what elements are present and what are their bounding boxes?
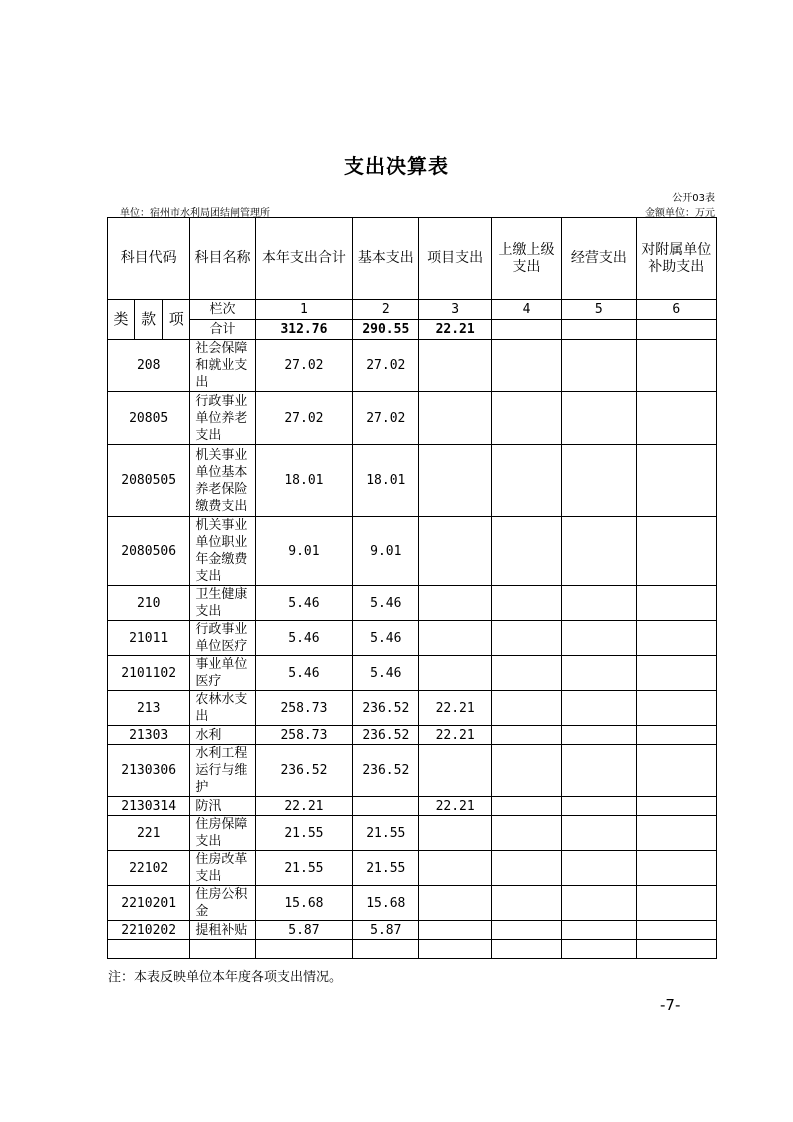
empty-cell <box>636 940 716 959</box>
row-business <box>562 656 636 691</box>
row-name: 机关事业单位基本养老保险缴费支出 <box>190 445 255 517</box>
table-row <box>108 340 717 392</box>
row-code: 2130314 <box>108 797 190 816</box>
table-row <box>108 656 717 691</box>
table-row <box>108 445 717 517</box>
row-project <box>419 886 491 921</box>
row-subsidy <box>636 691 716 726</box>
header-code: 科目代码 <box>108 218 190 300</box>
row-subsidy <box>636 340 716 392</box>
table-row <box>108 797 717 816</box>
row-project: 22.21 <box>419 797 491 816</box>
row-total: 5.87 <box>255 921 352 940</box>
expenditure-table <box>107 217 717 959</box>
table-row <box>108 816 717 851</box>
row-project <box>419 340 491 392</box>
row-total: 258.73 <box>255 726 352 745</box>
col-index-4: 4 <box>491 300 561 320</box>
row-upper <box>491 621 561 656</box>
form-number: 公开03表 <box>672 193 715 204</box>
row-subsidy <box>636 586 716 621</box>
row-upper <box>491 886 561 921</box>
header-basic: 基本支出 <box>353 218 419 300</box>
sum-subsidy <box>636 320 716 340</box>
row-business <box>562 517 636 586</box>
empty-cell <box>108 940 190 959</box>
row-total: 5.46 <box>255 656 352 691</box>
row-subsidy <box>636 921 716 940</box>
row-total: 15.68 <box>255 886 352 921</box>
row-code: 2130306 <box>108 745 190 797</box>
row-total: 18.01 <box>255 445 352 517</box>
row-business <box>562 797 636 816</box>
row-project <box>419 445 491 517</box>
row-upper <box>491 691 561 726</box>
table-row <box>108 921 717 940</box>
header-business: 经营支出 <box>562 218 636 300</box>
row-project <box>419 621 491 656</box>
row-business <box>562 392 636 445</box>
row-name: 水利工程运行与维护 <box>190 745 255 797</box>
row-upper <box>491 340 561 392</box>
row-code: 20805 <box>108 392 190 445</box>
row-business <box>562 340 636 392</box>
row-business <box>562 621 636 656</box>
header-upper: 上缴上级支出 <box>491 218 561 300</box>
row-basic: 5.46 <box>353 621 419 656</box>
row-code: 2210202 <box>108 921 190 940</box>
row-basic: 5.87 <box>353 921 419 940</box>
row-name: 水利 <box>190 726 255 745</box>
row-name: 机关事业单位职业年金缴费支出 <box>190 517 255 586</box>
row-name: 住房改革支出 <box>190 851 255 886</box>
row-subsidy <box>636 517 716 586</box>
sum-business <box>562 320 636 340</box>
row-project <box>419 851 491 886</box>
col-index-1: 1 <box>255 300 352 320</box>
row-basic: 9.01 <box>353 517 419 586</box>
table-row <box>108 886 717 921</box>
empty-cell <box>255 940 352 959</box>
row-subsidy <box>636 816 716 851</box>
row-upper <box>491 445 561 517</box>
empty-cell <box>190 940 255 959</box>
row-name: 住房保障支出 <box>190 816 255 851</box>
row-total: 22.21 <box>255 797 352 816</box>
col-index-3: 3 <box>419 300 491 320</box>
header-project: 项目支出 <box>419 218 491 300</box>
row-code: 2210201 <box>108 886 190 921</box>
row-total: 21.55 <box>255 816 352 851</box>
row-upper <box>491 517 561 586</box>
sum-basic: 290.55 <box>353 320 419 340</box>
header-total: 本年支出合计 <box>255 218 352 300</box>
table-row <box>108 392 717 445</box>
sum-row <box>108 320 717 340</box>
row-name: 行政事业单位养老支出 <box>190 392 255 445</box>
empty-cell <box>491 940 561 959</box>
header-row <box>108 218 717 300</box>
row-name: 事业单位医疗 <box>190 656 255 691</box>
row-code: 213 <box>108 691 190 726</box>
row-business <box>562 586 636 621</box>
table-row <box>108 517 717 586</box>
row-code: 2080506 <box>108 517 190 586</box>
empty-cell <box>353 940 419 959</box>
row-code: 2101102 <box>108 656 190 691</box>
row-name: 防汛 <box>190 797 255 816</box>
col-index-2: 2 <box>353 300 419 320</box>
page-number: -7- <box>660 996 681 1014</box>
row-code: 2080505 <box>108 445 190 517</box>
table-row <box>108 726 717 745</box>
row-subsidy <box>636 656 716 691</box>
row-project <box>419 517 491 586</box>
row-subsidy <box>636 621 716 656</box>
header-subsidy: 对附属单位补助支出 <box>636 218 716 300</box>
row-code: 208 <box>108 340 190 392</box>
header-lei: 类 <box>108 300 135 340</box>
row-name: 住房公积金 <box>190 886 255 921</box>
row-business <box>562 816 636 851</box>
row-project <box>419 816 491 851</box>
unit-name: 单位：宿州市水利局团结闸管理所 <box>120 208 270 219</box>
header-xiang: 项 <box>163 300 190 340</box>
row-upper <box>491 726 561 745</box>
row-project: 22.21 <box>419 726 491 745</box>
empty-row <box>108 940 717 959</box>
row-subsidy <box>636 797 716 816</box>
row-name: 社会保障和就业支出 <box>190 340 255 392</box>
table-row <box>108 691 717 726</box>
row-subsidy <box>636 726 716 745</box>
row-business <box>562 691 636 726</box>
sum-project: 22.21 <box>419 320 491 340</box>
row-code: 22102 <box>108 851 190 886</box>
row-business <box>562 745 636 797</box>
row-code: 221 <box>108 816 190 851</box>
row-project: 22.21 <box>419 691 491 726</box>
row-basic: 15.68 <box>353 886 419 921</box>
row-project <box>419 656 491 691</box>
sum-label: 合计 <box>190 320 255 340</box>
row-basic: 18.01 <box>353 445 419 517</box>
row-basic: 27.02 <box>353 340 419 392</box>
header-lanci: 栏次 <box>190 300 255 320</box>
header-name: 科目名称 <box>190 218 255 300</box>
row-total: 5.46 <box>255 621 352 656</box>
table-row <box>108 586 717 621</box>
row-upper <box>491 816 561 851</box>
row-basic: 5.46 <box>353 586 419 621</box>
row-basic <box>353 797 419 816</box>
header-kuan: 款 <box>135 300 163 340</box>
row-total: 9.01 <box>255 517 352 586</box>
row-project <box>419 921 491 940</box>
row-name: 行政事业单位医疗 <box>190 621 255 656</box>
row-project <box>419 586 491 621</box>
row-total: 236.52 <box>255 745 352 797</box>
row-subsidy <box>636 745 716 797</box>
row-upper <box>491 851 561 886</box>
column-index-row <box>108 300 717 320</box>
row-business <box>562 851 636 886</box>
row-upper <box>491 921 561 940</box>
row-basic: 236.52 <box>353 726 419 745</box>
row-subsidy <box>636 392 716 445</box>
row-code: 210 <box>108 586 190 621</box>
page-title: 支出决算表 <box>344 154 449 178</box>
row-basic: 236.52 <box>353 691 419 726</box>
row-business <box>562 445 636 517</box>
row-upper <box>491 656 561 691</box>
row-project <box>419 392 491 445</box>
row-code: 21303 <box>108 726 190 745</box>
row-total: 27.02 <box>255 340 352 392</box>
row-basic: 21.55 <box>353 851 419 886</box>
row-upper <box>491 586 561 621</box>
row-total: 258.73 <box>255 691 352 726</box>
col-index-5: 5 <box>562 300 636 320</box>
table-row <box>108 621 717 656</box>
row-basic: 236.52 <box>353 745 419 797</box>
row-upper <box>491 745 561 797</box>
row-project <box>419 745 491 797</box>
empty-cell <box>562 940 636 959</box>
row-total: 5.46 <box>255 586 352 621</box>
row-upper <box>491 797 561 816</box>
row-basic: 21.55 <box>353 816 419 851</box>
table-body <box>108 218 717 959</box>
table-row <box>108 851 717 886</box>
amount-unit: 金额单位：万元 <box>645 208 715 219</box>
row-subsidy <box>636 851 716 886</box>
sum-total: 312.76 <box>255 320 352 340</box>
row-upper <box>491 392 561 445</box>
row-business <box>562 886 636 921</box>
row-business <box>562 921 636 940</box>
row-total: 27.02 <box>255 392 352 445</box>
row-basic: 5.46 <box>353 656 419 691</box>
row-subsidy <box>636 886 716 921</box>
row-name: 提租补贴 <box>190 921 255 940</box>
col-index-6: 6 <box>636 300 716 320</box>
row-basic: 27.02 <box>353 392 419 445</box>
row-name: 卫生健康支出 <box>190 586 255 621</box>
sum-upper <box>491 320 561 340</box>
row-total: 21.55 <box>255 851 352 886</box>
row-name: 农林水支出 <box>190 691 255 726</box>
row-business <box>562 726 636 745</box>
table-row <box>108 745 717 797</box>
table-note: 注：本表反映单位本年度各项支出情况。 <box>108 970 343 985</box>
row-code: 21011 <box>108 621 190 656</box>
empty-cell <box>419 940 491 959</box>
row-subsidy <box>636 445 716 517</box>
